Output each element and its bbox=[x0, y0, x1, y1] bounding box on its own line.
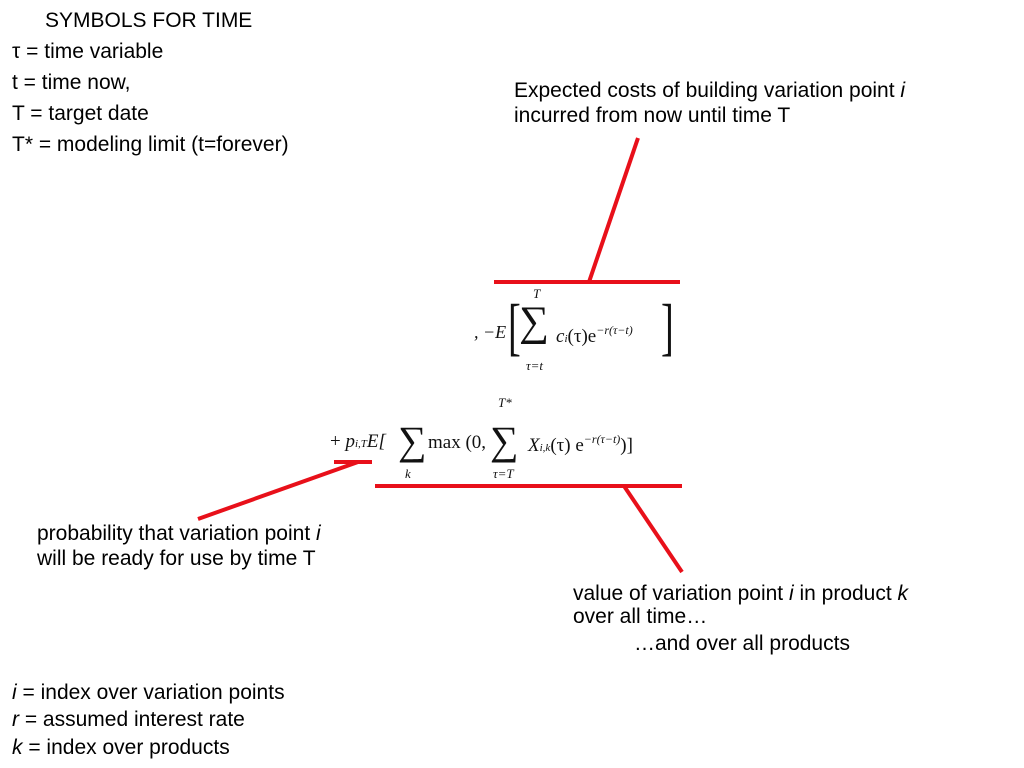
symbol-modeling-limit: T* = modeling limit (t=forever) bbox=[12, 133, 289, 156]
eq2-head: + pi,TE[ bbox=[330, 431, 386, 452]
symbol-t-now: t = time now, bbox=[12, 71, 131, 94]
eq1-bracket-right: ] bbox=[661, 291, 674, 362]
eq2-sum2-top: T* bbox=[498, 395, 512, 410]
eq2-sigma-k: ∑ bbox=[398, 418, 427, 463]
legend-k: k = index over products bbox=[12, 736, 230, 759]
eq2-sum2-bottom: τ=T bbox=[493, 466, 514, 481]
eq2-sum1-bottom: k bbox=[405, 466, 411, 481]
legend-r: r = assumed interest rate bbox=[12, 708, 245, 731]
value-annotation-products: …and over all products bbox=[634, 632, 850, 655]
eq2-max: max (0, bbox=[428, 432, 487, 453]
probability-annotation: probability that variation point i will be ready for use by time T bbox=[37, 522, 321, 570]
probability-pointer bbox=[198, 462, 358, 519]
eq2-sigma-tau: ∑ bbox=[490, 418, 519, 463]
eq1-sum-bottom: τ=t bbox=[526, 358, 544, 373]
value-pointer bbox=[624, 486, 682, 572]
eq2-body: Xi,k(τ) $e^{-r(\tau-t)}$)] bbox=[528, 432, 633, 456]
symbols-heading: SYMBOLS FOR TIME bbox=[45, 9, 253, 32]
eq1-sigma: ∑ bbox=[519, 299, 549, 345]
eq1-lead: , −E bbox=[474, 322, 507, 342]
value-annotation: value of variation point i in product k over all time… bbox=[573, 582, 909, 629]
eq1-bracket-left: [ bbox=[508, 291, 521, 362]
legend-i: i = index over variation points bbox=[12, 681, 285, 704]
eq1-sum-top: T bbox=[533, 286, 541, 301]
eq1-body: $ci(\tau)e^{-r(\tau-t)}$ bbox=[556, 323, 633, 347]
symbol-target-date: T = target date bbox=[12, 102, 149, 125]
costs-pointer bbox=[589, 138, 638, 282]
costs-annotation: Expected costs of building variation point i incurred from now until time T bbox=[514, 79, 906, 127]
symbol-tau: τ = time variable bbox=[12, 40, 164, 63]
